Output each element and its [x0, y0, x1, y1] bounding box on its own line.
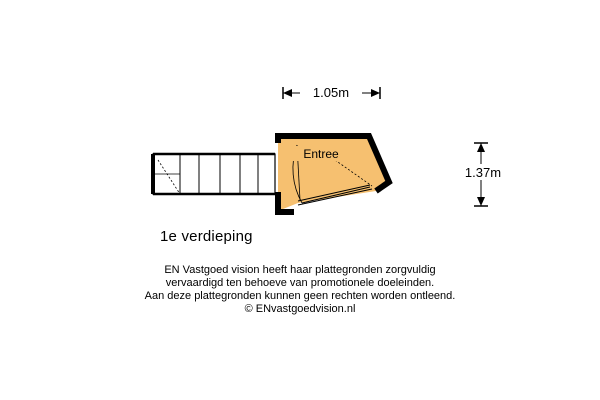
height-dimension-label: 1.37m — [464, 165, 502, 180]
disclaimer-line: EN Vastgoed vision heeft haar plattegronden zorgvuldig — [164, 264, 436, 276]
staircase — [153, 154, 275, 194]
entree-room — [278, 136, 389, 212]
disclaimer-line: Aan deze plattegronden kunnen geen rechten worden ontleend. — [144, 290, 456, 302]
width-dimension-label: 1.05m — [312, 85, 350, 100]
width-dimension — [283, 85, 380, 100]
height-dimension — [455, 143, 511, 206]
copyright-line: © ENvastgoedvision.nl — [244, 303, 356, 315]
room-label-entree: Entree — [303, 147, 339, 161]
disclaimer-line: vervaardigd ten behoeve van promotionele doeleinden. — [165, 277, 435, 289]
disclaimer — [0, 264, 600, 316]
floor-label: 1e verdieping — [160, 228, 253, 245]
